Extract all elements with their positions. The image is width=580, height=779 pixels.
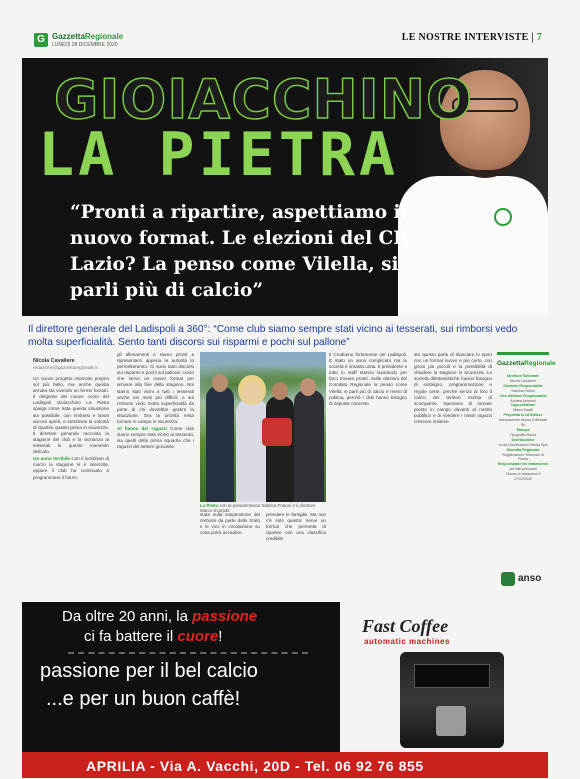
page-number: 7	[536, 32, 542, 43]
hero-banner	[22, 58, 548, 316]
article-column-4: Il Crediamo fortemente nel Ladispoli. È stato un anno complicato ma la società è rimasta unita. Il presidente e tutto lo staff stanno lavorando per farci trovare pronti. Sulle elezioni del Comitato Regionale la penso come Vilella: si parli più di calcio e meno di politica, perché i club hanno bisogno di risposte concrete.	[329, 352, 407, 406]
jersey-icon	[262, 418, 292, 446]
hero-last-name: LA PIETRA	[38, 120, 400, 190]
divider	[68, 652, 308, 654]
team-photo	[200, 352, 326, 502]
sponsor-icon	[501, 572, 515, 586]
ad-line-1: Da oltre 20 anni, la passione	[62, 608, 258, 625]
sidebar-logo: GazzettaRegionale	[497, 360, 556, 367]
article-column-3a: stata sulla sospensione dei rimborsi da parte dello Stato e le voci in circolazione su cosa potrà accadere.	[200, 512, 260, 536]
ad-line-3: passione per il bel calcio	[40, 660, 258, 682]
ad-line-4: ...e per un buon caffè!	[46, 688, 241, 710]
subheading: Un anno terribile	[33, 456, 70, 462]
advertisement[interactable]	[22, 602, 548, 778]
masthead	[22, 28, 542, 50]
article-column-3b: prendere le famiglie. Ma non c'è solo questo: serve un format che permetta di ripartire con una classifica credibile.	[266, 512, 326, 542]
issue-date: LUNEDÌ 28 DICEMBRE 2020	[52, 42, 118, 48]
club-crest-icon	[494, 208, 512, 226]
ad-address: APRILIA - Via A. Vacchi, 20D - Tel. 06 92 76 855	[86, 758, 424, 774]
article-column-2: gli allenamenti e siamo pronti a ripresentarci appena le autorità lo permetteranno. Ci sono tanti discorsi sui risparmi e pochi sul pallone: credo che serva un nuovo format per arrivare alla fine della stagione. Noi siamo stati vicini a tutti i tesserati anche nei mesi più difficili, e sui rimborsi vedo molta superficialità da parte di chi dovrebbe gestire la situazione. Ora la priorità resta tornare in campo in sicurezza. Al fianco dei ragazzi Come club siamo sempre stati vicino ai tesserati, sia quelli della prima squadra che i ragazzi del settore giovanile.	[117, 352, 194, 450]
subheading: Al fianco dei ragazzi	[117, 426, 167, 432]
cup-icon	[436, 706, 466, 736]
lead-paragraph: Il direttore generale del Ladispoli a 360°: “Come club siamo sempre stati vicino ai tesserati, sui rimborsi vedo molta superficialità. Sento tanti discorsi sui risparmi e pochi sul pallone”	[28, 324, 518, 348]
author-email: redazione@gazzettaregionale.it	[33, 365, 98, 370]
sponsor-logo: anso	[501, 572, 547, 586]
ad-brand-tagline: automatic machines	[364, 637, 450, 646]
article-column-5: sto questo parla di rilanciare lo sport con un format nuovo e più corto, con gironi più piccoli e la possibilità di chiudere la stagione in sicurezza. Le società dilettantistiche hanno bisogno di sostegno, programmazione e regole certe, perché senza di loro il calcio dei territori rischia di scomparire. Speriamo di tornare presto in campo davanti al nostro pubblico e di rivedere i nostri ragazzi crescere insieme.	[414, 352, 492, 425]
ad-line-2: ci fa battere il cuore!	[84, 628, 223, 645]
newspaper-logo: GazzettaRegionale	[52, 32, 124, 41]
headline-quote: “Pronti a ripartire, aspettiamo il nuovo format. Le elezioni del CR Lazio? La penso come Vilella, si parli più di calcio”	[70, 202, 409, 301]
ad-brand-logo: Fast Coffee	[362, 616, 449, 636]
photo-caption: La Pietra con la presidentessa Sabrina Fratoni e il direttore Marco Scarpati	[200, 503, 316, 513]
article-column-1: Un nuovo progetto interrotto proprio sul più bello, ma anche questa annata sta vivendo un fermo forzato. Il dirigente del nuovo corso del Ladispoli Gioiacchino La Pietra spiega come tutta questa situazione sia possibile, con rimborsi e lavori ancora aperti, e sottolinea la volontà di ripartire quanto prima in sicurezza. Il direttore generale racconta la stagione del club e la vicinanza ai tesserati in questo momento delicato. Un anno terribile Con il lockdown di marzo la stagione si è interrotta, eppure il club ha continuato a programmare il futuro.	[33, 376, 109, 480]
masthead-sidebar	[497, 352, 556, 592]
logo-icon: G	[34, 33, 48, 47]
author-name: Nicola Cavaliere	[33, 358, 75, 364]
hero-first-name: GIOIACCHINO	[54, 68, 473, 131]
section-title: LE NOSTRE INTERVISTE | 7	[401, 32, 542, 43]
staff-list: Direttore Editoriale Nicola Cavaliere Direttore Responsabile Sabrina Fattori Vice direttore Responsabile Andrea Antonini Caporedattore Mauro Basili Proprietario ed Editore Associazione Nuova Editoriale Srl Stampa Tipografia Roma Distribuzione m-dis Distribuzione Media Spa Gazzetta Regionale Registrazione Tribunale di Roma Responsabile del trattamento dei dati personali Chiuso in redazione il 27/12/2020	[497, 374, 549, 482]
